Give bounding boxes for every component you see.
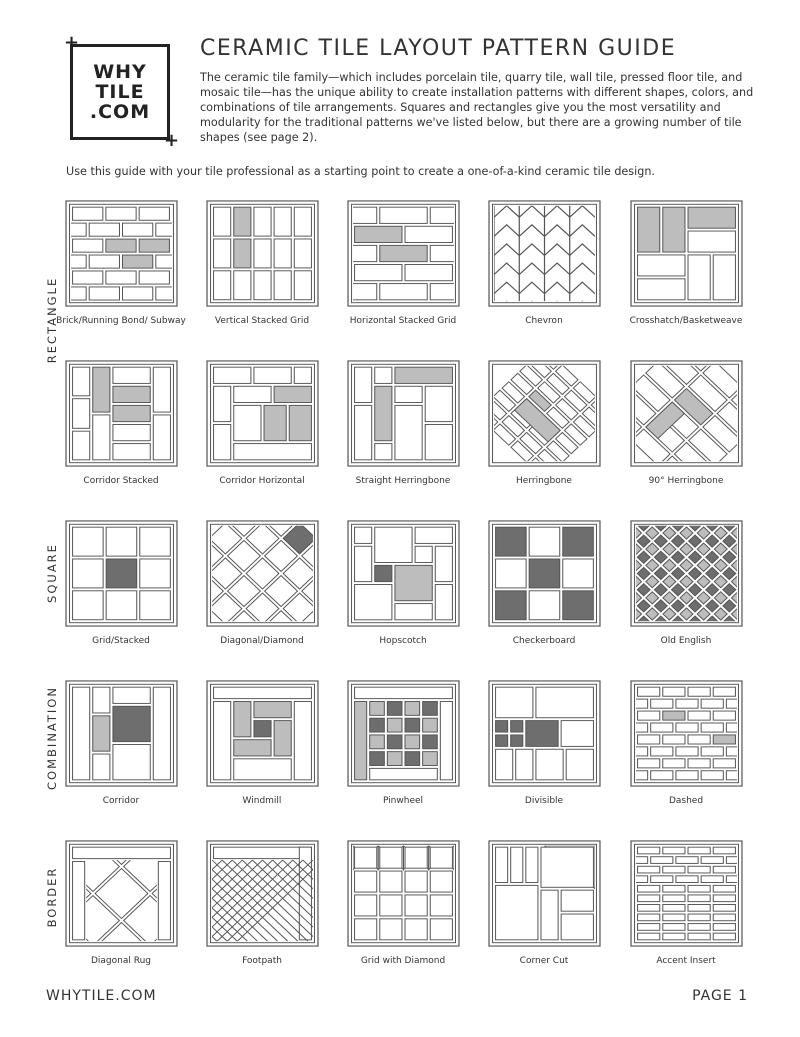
- pattern-herringbone-diagram: [488, 360, 601, 467]
- section-label-rectangle: RECTANGLE: [45, 276, 59, 364]
- pattern-grid-stacked-diagram: [65, 520, 178, 627]
- pattern-label: Divisible: [524, 796, 564, 806]
- plus-mark: +: [64, 32, 80, 53]
- pattern-crosshatch-basketweave-diagram: [630, 200, 743, 307]
- plus-mark: +: [164, 130, 180, 151]
- pattern-checkerboard-diagram: [488, 520, 601, 627]
- pattern-straight-herringbone-diagram: [347, 360, 460, 467]
- pattern-divisible-diagram: [488, 680, 601, 787]
- footer-page: PAGE 1: [692, 988, 748, 1004]
- section-label-combination: COMBINATION: [45, 686, 59, 790]
- pattern-label: Grid/Stacked: [92, 636, 150, 646]
- pattern-label: Checkerboard: [512, 636, 576, 646]
- pattern-label: Corridor: [102, 796, 140, 806]
- whytile-logo: [64, 32, 180, 151]
- pattern-label: Accent Insert: [656, 956, 716, 966]
- pattern-vertical-stacked-grid-diagram: [206, 200, 319, 307]
- section-label-square: SQUARE: [45, 543, 59, 603]
- pattern-grid-with-diamond-diagram: [347, 840, 460, 947]
- pattern-footpath-diagram: [206, 840, 319, 947]
- pattern-label: Footpath: [242, 956, 282, 966]
- pattern-corridor-stacked-diagram: [65, 360, 178, 467]
- pattern-label: Horizontal Stacked Grid: [349, 316, 457, 326]
- section-label-border: BORDER: [45, 866, 59, 928]
- logo-line: .COM: [89, 101, 151, 123]
- pattern-dashed-diagram: [630, 680, 743, 787]
- pattern-old-english-diagram: [630, 520, 743, 627]
- pattern-diagonal-diamond-diagram: [206, 520, 319, 627]
- pattern-diagonal-rug-diagram: [65, 840, 178, 947]
- pattern-90-herringbone-diagram: [630, 360, 743, 467]
- pattern-label: Herringbone: [516, 476, 572, 486]
- pattern-accent-insert-diagram: [630, 840, 743, 947]
- pattern-label: Chevron: [525, 316, 563, 326]
- pattern-label: Grid with Diamond: [360, 956, 446, 966]
- page-title: CERAMIC TILE LAYOUT PATTERN GUIDE: [200, 36, 677, 61]
- pattern-label: Diagonal Rug: [90, 956, 151, 966]
- pattern-brick-running-bond-subway-diagram: [65, 200, 178, 307]
- pattern-label: Corner Cut: [519, 956, 569, 966]
- logo-line: TILE: [95, 81, 145, 103]
- pattern-corridor-horizontal-diagram: [206, 360, 319, 467]
- pattern-pinwheel-diagram: [347, 680, 460, 787]
- pattern-chevron-diagram: [488, 200, 601, 307]
- pattern-label: Brick/Running Bond/ Subway: [56, 316, 186, 326]
- pattern-label: Hopscotch: [379, 636, 427, 646]
- pattern-horizontal-stacked-grid-diagram: [347, 200, 460, 307]
- pattern-label: Pinwheel: [382, 796, 424, 806]
- pattern-label: Crosshatch/Basketweave: [629, 316, 743, 326]
- pattern-hopscotch-diagram: [347, 520, 460, 627]
- intro-paragraph: The ceramic tile family—which includes porcelain tile, quarry tile, wall tile, pressed floor tile, and mosaic tile—has the unique ability to create installation patterns with different shapes, colors, and combinations of tile arrangements. Squares and rectangles give you the most versatility and modularity for the traditional patterns we've listed below, but there are a growing number of tile shapes (see page 2).: [200, 71, 754, 144]
- pattern-corridor-diagram: [65, 680, 178, 787]
- pattern-label: Corridor Horizontal: [219, 476, 305, 486]
- pattern-windmill-diagram: [206, 680, 319, 787]
- pattern-label: Diagonal/Diamond: [220, 636, 304, 646]
- pattern-label: Straight Herringbone: [355, 476, 451, 486]
- pattern-label: Corridor Stacked: [83, 476, 159, 486]
- pattern-label: Windmill: [242, 796, 282, 806]
- footer-site: WHYTILE.COM: [46, 988, 157, 1004]
- pattern-label: Dashed: [668, 796, 704, 806]
- pattern-label: Old English: [660, 636, 712, 646]
- pattern-label: 90° Herringbone: [648, 476, 724, 486]
- pattern-corner-cut-diagram: [488, 840, 601, 947]
- usage-note: Use this guide with your tile professional as a starting point to create a one-of-a-kind ceramic tile design.: [66, 165, 655, 178]
- pattern-label: Vertical Stacked Grid: [214, 316, 310, 326]
- logo-line: WHY: [93, 61, 147, 83]
